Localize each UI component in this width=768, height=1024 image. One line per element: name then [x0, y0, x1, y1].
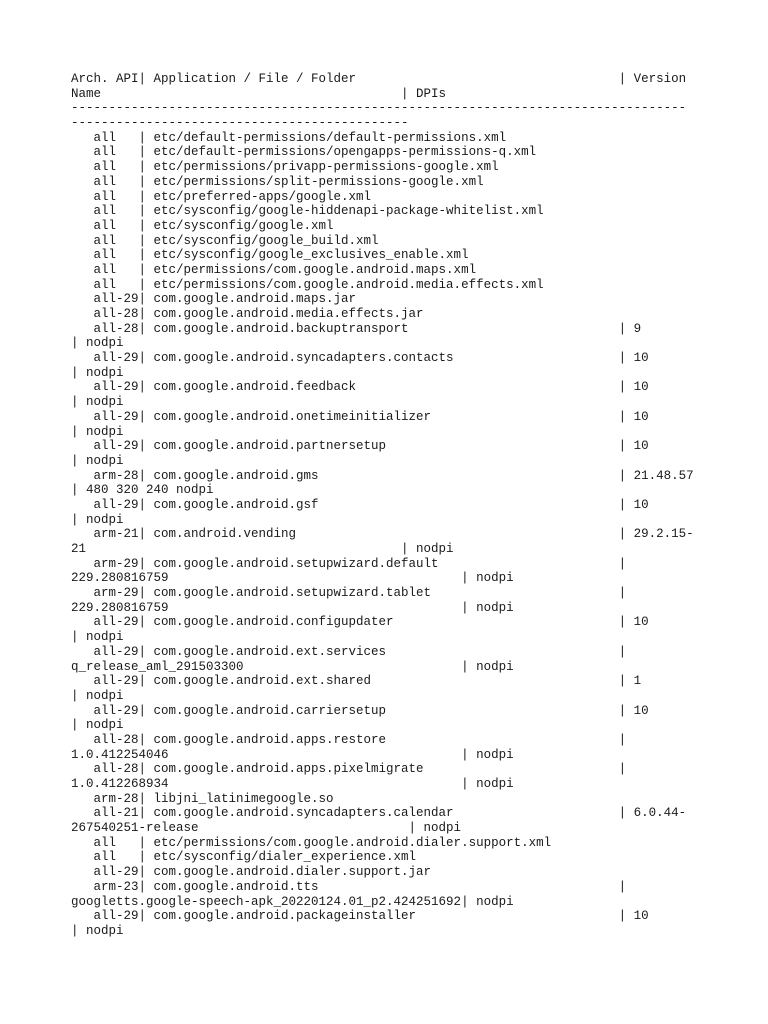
table-row: all-29| com.google.android.packageinstaller | 10: [71, 909, 649, 924]
table-row: all-29| com.google.android.configupdater | 10: [71, 615, 649, 630]
table-header-line: Name | DPIs: [71, 86, 447, 101]
table-row: all | etc/preferred-apps/google.xml: [71, 189, 372, 204]
table-row: arm-29| com.google.android.setupwizard.default |: [71, 556, 627, 571]
table-row: all-29| com.google.android.ext.shared | 1: [71, 674, 642, 689]
table-row-continuation: 21 | nodpi: [71, 542, 454, 556]
table-row: all | etc/permissions/privapp-permissions-google.xml: [71, 160, 499, 175]
table-row: all-28| com.google.android.backuptransport | 9: [71, 321, 642, 336]
table-row: arm-21| com.android.vending | 29.2.15-: [71, 527, 694, 542]
table-row: all-29| com.google.android.maps.jar: [71, 292, 357, 307]
table-row: all-21| com.google.android.syncadapters.calendar | 6.0.44-: [71, 806, 687, 821]
table-row: arm-28| libjni_latinimegoogle.so: [71, 791, 334, 806]
table-row-continuation: | nodpi: [71, 718, 124, 733]
table-row: all-29| com.google.android.feedback | 10: [71, 380, 649, 395]
table-row-continuation: | nodpi: [71, 630, 124, 645]
table-row-continuation: | nodpi: [71, 365, 124, 380]
table-row: all-29| com.google.android.carriersetup | 10: [71, 703, 649, 718]
table-row: arm-28| com.google.android.gms | 21.48.57: [71, 468, 694, 483]
table-row-continuation: | nodpi: [71, 512, 124, 527]
table-row: all | etc/sysconfig/dialer_experience.xml: [71, 850, 417, 865]
table-row: all | etc/permissions/com.google.android.maps.xml: [71, 262, 477, 277]
table-row: all | etc/permissions/com.google.android.media.effects.xml: [71, 277, 544, 292]
table-row-continuation: | nodpi: [71, 395, 124, 410]
table-row-continuation: | nodpi: [71, 453, 124, 468]
table-row-continuation: 267540251-release | nodpi: [71, 821, 462, 836]
table-row-continuation: | nodpi: [71, 424, 124, 439]
separator-line: ---------------------------------------------: [71, 116, 409, 131]
table-row: all | etc/sysconfig/google_build.xml: [71, 233, 379, 248]
table-row-continuation: | 480 320 240 nodpi: [71, 483, 214, 498]
table-row-continuation: googletts.google-speech-apk_20220124.01_p2.424251692| nodpi: [71, 894, 514, 909]
table-row: all-28| com.google.android.media.effects.jar: [71, 307, 424, 321]
table-row-continuation: 1.0.412254046 | nodpi: [71, 747, 514, 762]
table-row: all-29| com.google.android.syncadapters.contacts | 10: [71, 351, 649, 366]
table-row: arm-29| com.google.android.setupwizard.tablet |: [71, 586, 627, 601]
table-row: all | etc/permissions/split-permissions-google.xml: [71, 174, 484, 189]
table-row: all | etc/default-permissions/opengapps-permissions-q.xml: [71, 145, 537, 160]
table-row: all-29| com.google.android.dialer.support.jar: [71, 865, 432, 880]
table-row-continuation: | nodpi: [71, 923, 124, 938]
separator-line: ----------------------------------------------------------------------------------: [71, 101, 687, 116]
table-row: all | etc/permissions/com.google.android.dialer.support.xml: [71, 835, 552, 850]
table-row-continuation: | nodpi: [71, 336, 124, 351]
table-row: all | etc/sysconfig/google_exclusives_enable.xml: [71, 248, 469, 263]
table-row-continuation: 1.0.412268934 | nodpi: [71, 777, 514, 791]
table-header-line: Arch. API| Application / File / Folder | Version: [71, 72, 687, 86]
table-row: all-28| com.google.android.apps.pixelmigrate |: [71, 762, 627, 777]
table-row: arm-23| com.google.android.tts |: [71, 879, 627, 894]
table-row: all-29| com.google.android.onetimeinitializer | 10: [71, 409, 649, 424]
table-row-continuation: 229.280816759 | nodpi: [71, 571, 514, 586]
table-row: all-29| com.google.android.ext.services |: [71, 644, 627, 659]
table-row-continuation: | nodpi: [71, 688, 124, 703]
table-row-continuation: 229.280816759 | nodpi: [71, 600, 514, 615]
table-row: all-29| com.google.android.partnersetup | 10: [71, 439, 649, 454]
table-row: all | etc/default-permissions/default-permissions.xml: [71, 130, 507, 145]
table-row: all-29| com.google.android.gsf | 10: [71, 497, 649, 512]
table-row: all-28| com.google.android.apps.restore |: [71, 732, 627, 747]
document-body: [71, 72, 711, 939]
table-row-continuation: q_release_aml_291503300 | nodpi: [71, 659, 514, 674]
table-row: all | etc/sysconfig/google-hiddenapi-package-whitelist.xml: [71, 204, 544, 219]
table-row: all | etc/sysconfig/google.xml: [71, 218, 334, 233]
